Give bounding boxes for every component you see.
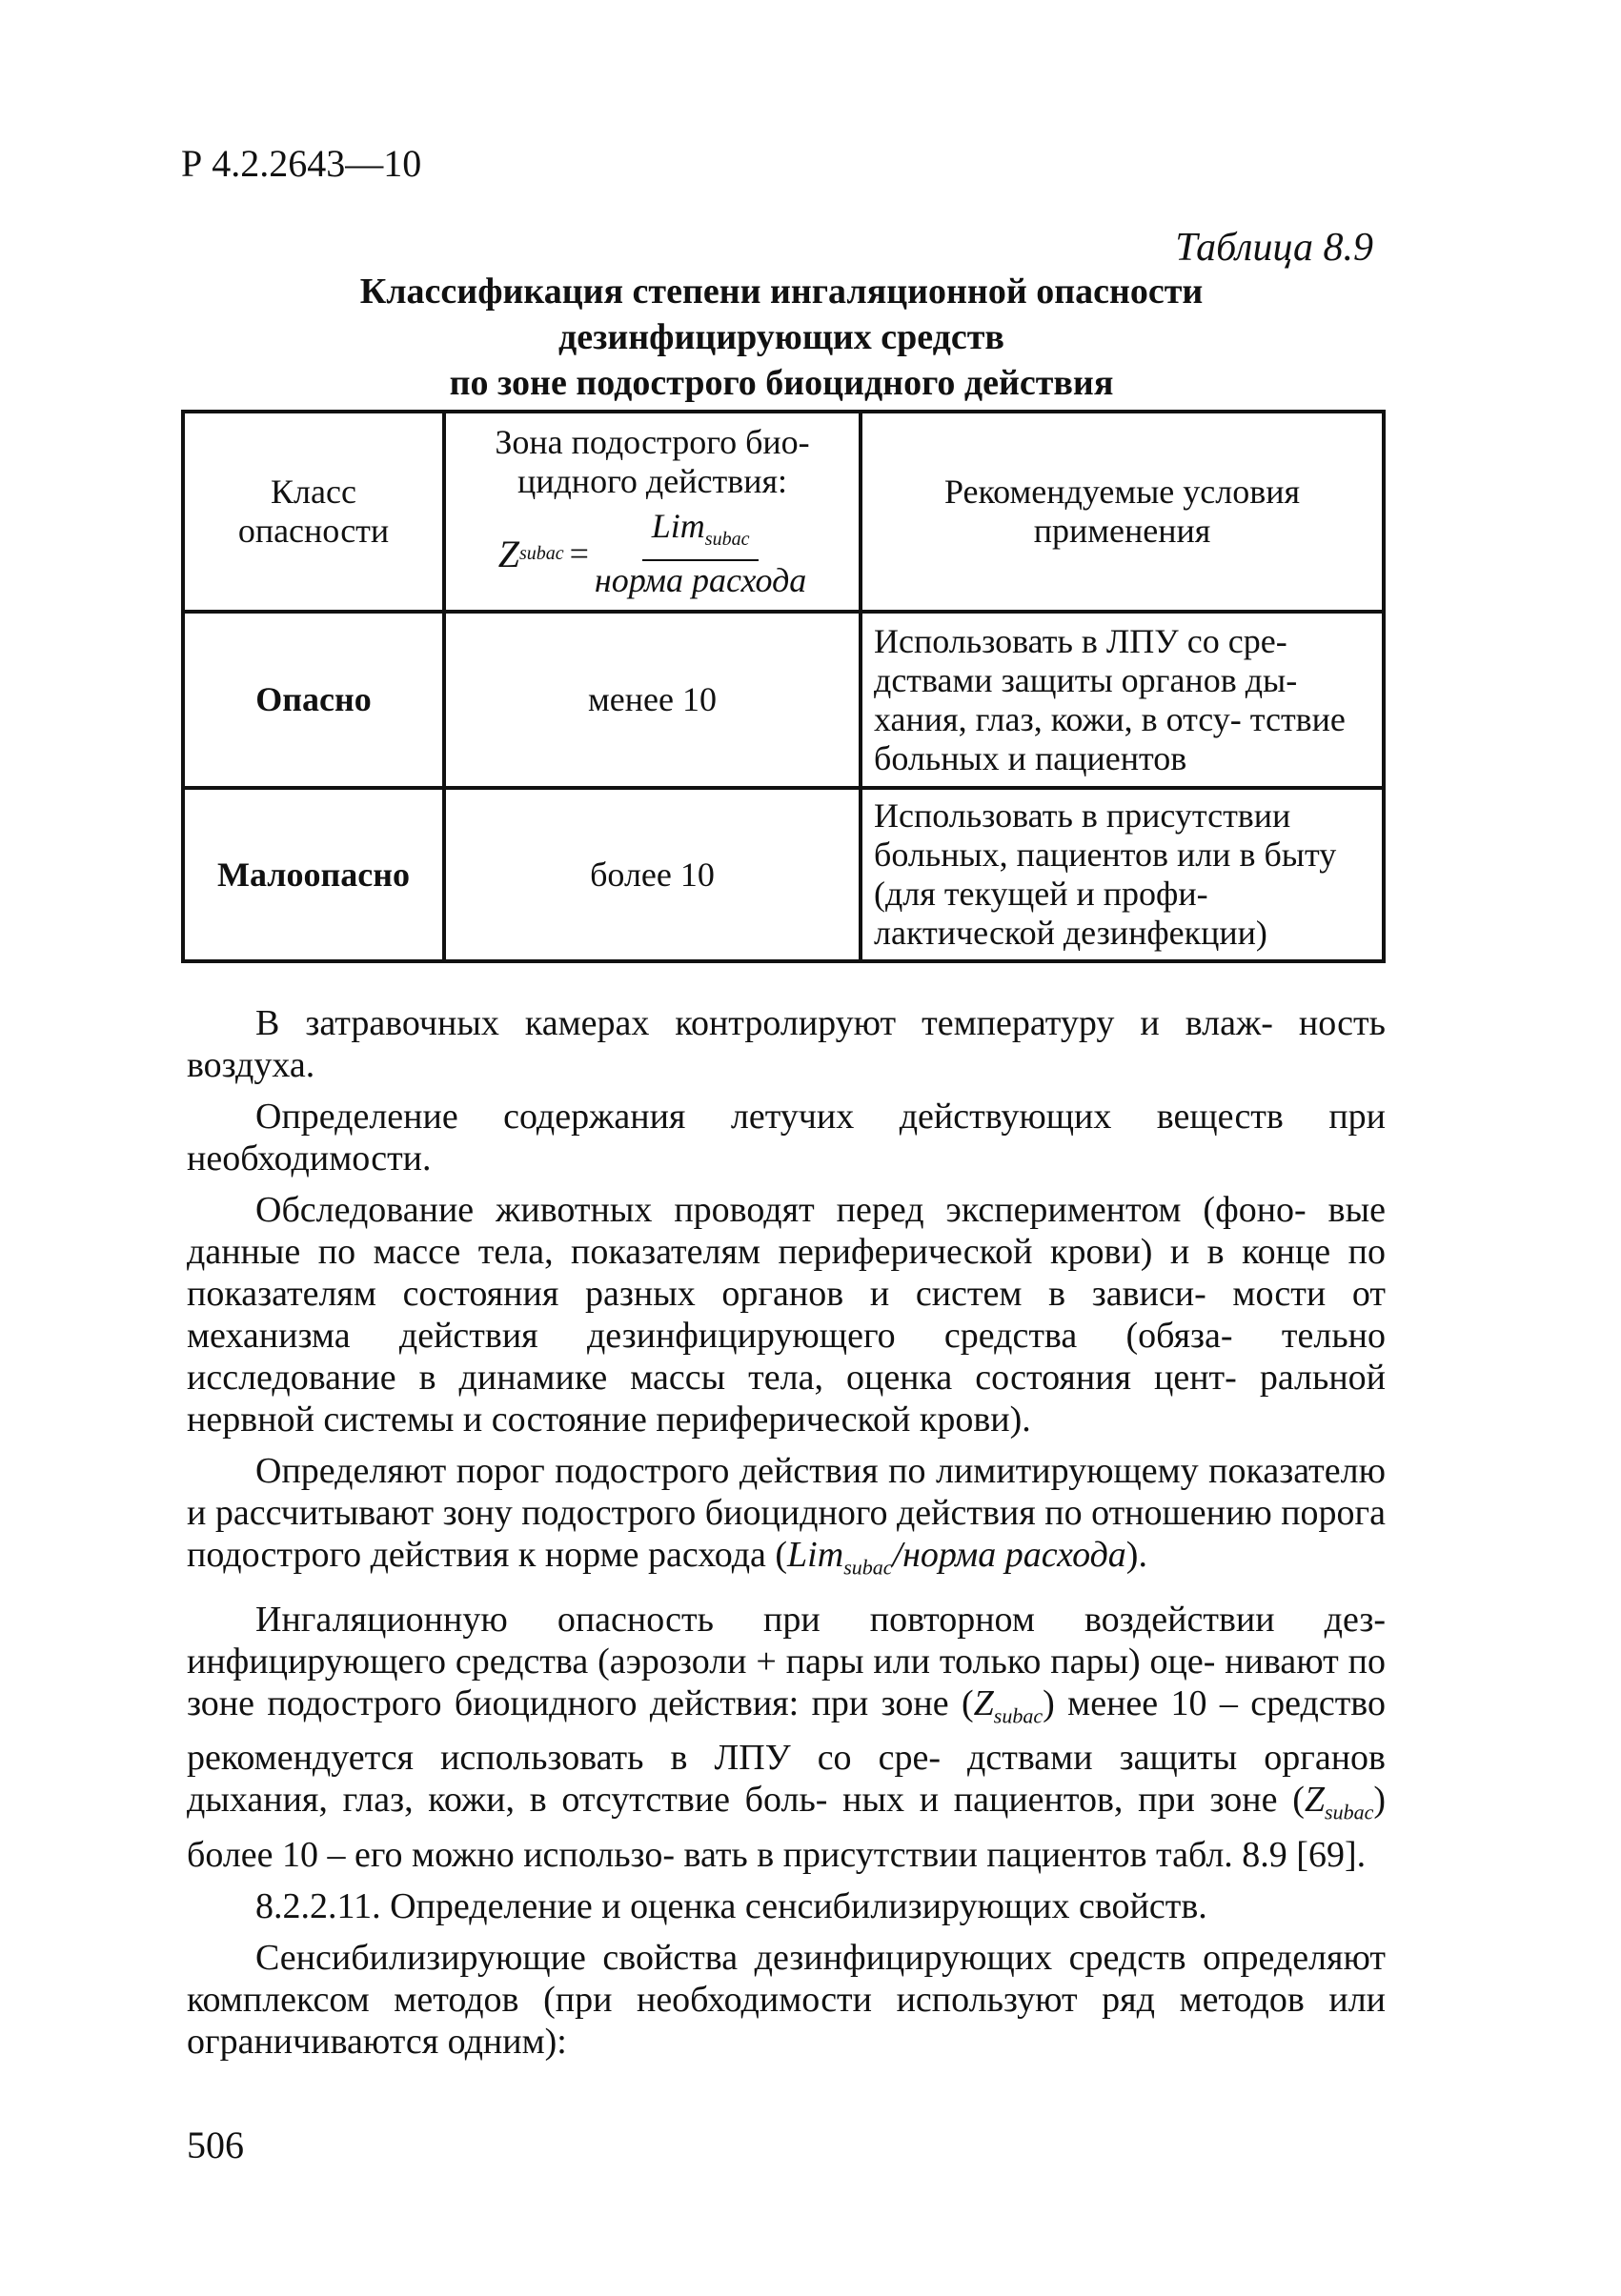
header-hazard-class: Класс опасности	[183, 412, 444, 612]
table-title	[181, 269, 1382, 406]
paragraph: В затравочных камерах контролируют температуру и влаж- ность воздуха.	[187, 1003, 1386, 1085]
row-zone: более 10	[444, 788, 861, 961]
paragraph-text: ).	[1125, 1535, 1147, 1575]
formula-z: Z	[497, 532, 519, 575]
z-symbol: Z	[1304, 1780, 1326, 1821]
document-code: Р 4.2.2643—10	[181, 142, 422, 185]
header-recommended-conditions: Рекомендуемые условия применения	[861, 412, 1384, 612]
z-subscript: subac	[993, 1703, 1044, 1728]
zone-formula	[457, 507, 847, 600]
paragraph	[187, 1450, 1386, 1589]
formula-z-subscript: subac	[518, 542, 564, 564]
body-text	[187, 1002, 1386, 2072]
z-subscript: subac	[1325, 1800, 1374, 1824]
z-symbol: Z	[973, 1682, 994, 1723]
paragraph	[187, 1599, 1386, 1876]
classification-table	[181, 410, 1386, 963]
lim-symbol: Lim	[787, 1535, 844, 1575]
row-hazard-class: Опасно	[183, 612, 444, 788]
section-heading: 8.2.2.11. Определение и оценка сенсибилизирующих свойств.	[255, 1885, 1207, 1926]
paragraph-text: Определяют порог подострого действия по лимитирующему показателю и рассчитывают зону подострого биоцидного действия по отношению порога подострого действия к норме расхода (	[187, 1451, 1386, 1575]
lim-subscript: subac	[843, 1555, 893, 1580]
header-zone-label: Зона подострого био- цидного действия:	[495, 422, 810, 500]
row-conditions: Использовать в ЛПУ со сре- дствами защиты органов ды- хания, глаз, кожи, в отсу- тствие больных и пациентов	[861, 612, 1384, 788]
row-zone: менее 10	[444, 612, 861, 788]
paragraph-text: ) менее 10 – средство рекомендуется использовать в ЛПУ со сре- дствами защиты органов дыхания, глаз, кожи, в отсутствие боль- ных и пациентов, при зоне (	[187, 1682, 1386, 1821]
row-conditions: Использовать в присутствии больных, пациентов или в быту (для текущей и профи- лактической дезинфекции)	[861, 788, 1384, 961]
paragraph: Обследование животных проводят перед экспериментом (фоно- вые данные по массе тела, показателям периферической крови) и в конце по показателям состояния разных органов и систем в зависи- мости от механизма действия дезинфицирующего средства (обяза- тельно исследование в динамике массы тела, оценка состояния цент- ральной нервной системы и состояние периферической крови).	[187, 1190, 1386, 1440]
table-title-line: Классификация степени ингаляционной опасности	[359, 272, 1204, 312]
formula-fraction	[595, 507, 806, 600]
table-title-line: по зоне подострого биоцидного действия	[449, 363, 1114, 403]
formula-equals: =	[569, 534, 589, 573]
paragraph-text: Ингаляционную опасность при повторном воздействии дез- инфицирующего средства (аэрозоли + пары или только пары) оце- нивают по зоне подострого биоцидного действия: при зоне (	[187, 1599, 1386, 1723]
page-number: 506	[187, 2124, 244, 2166]
norm-text: /норма расхода	[892, 1535, 1126, 1575]
formula-numerator	[642, 507, 760, 561]
formula-lim-subscript: subac	[704, 529, 750, 551]
row-hazard-class: Малоопасно	[183, 788, 444, 961]
table-header-row	[183, 412, 1384, 612]
table-row	[183, 788, 1384, 961]
table-row	[183, 612, 1384, 788]
paragraph-text: ) более 10 – его можно использо- вать в присутствии пациентов табл. 8.9 [69].	[187, 1780, 1386, 1875]
formula-lim: Lim	[651, 506, 705, 545]
header-zone	[444, 412, 861, 612]
formula-denominator: норма расхода	[594, 561, 807, 600]
table-title-line: дезинфицирующих средств	[558, 317, 1004, 357]
paragraph: Определение содержания летучих действующих веществ при необходимости.	[187, 1097, 1386, 1178]
paragraph: Сенсибилизирующие свойства дезинфицирующих средств определяют комплексом методов (при необходимости используют ряд методов или ограничиваются одним):	[187, 1937, 1386, 2062]
table-label: Таблица 8.9	[1175, 226, 1373, 270]
